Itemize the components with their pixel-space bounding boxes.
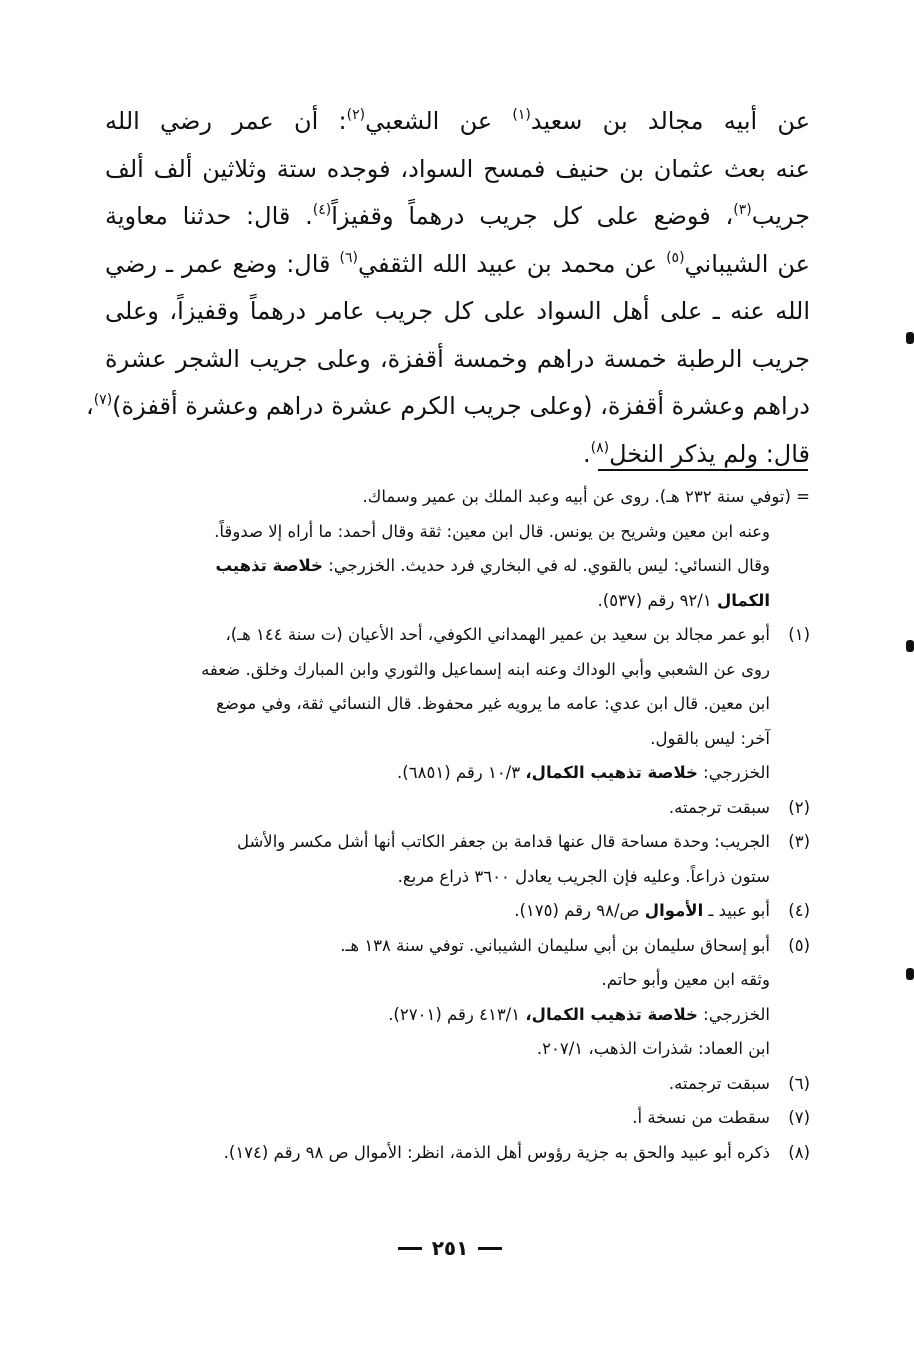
footnote-reference-line: ابن العماد: شذرات الذهب، ٢٠٧/١.: [536, 1039, 770, 1058]
footnote-reference-line: [105, 998, 810, 1033]
book-title: خلاصة تذهيب الكمال،: [525, 1004, 698, 1024]
footnote-line: ابن معين. قال ابن عدي: عامه ما يرويه غير محفوظ. قال النسائي ثقة، وفي موضع: [216, 694, 770, 713]
main-line-4: [105, 241, 810, 289]
footnote-number: (٦): [788, 1073, 810, 1093]
dash-decoration: [478, 1247, 502, 1250]
book-title: خلاصة تذهيب الكمال،: [525, 763, 698, 782]
footnote-ref-6[interactable]: (٦): [339, 249, 358, 266]
text-run: سقطت من نسخة أ.: [632, 1108, 770, 1127]
book-title: الكمال: [716, 590, 770, 610]
main-line-5: الله عنه ـ على أهل السواد على كل جريب عامر درهماً وقفيزاً، وعلى: [105, 297, 810, 325]
margin-mark: [906, 968, 914, 980]
footnote-ref-1[interactable]: (١): [512, 107, 531, 123]
footnote-6: [105, 1067, 810, 1102]
footnote-reference-line: [105, 756, 810, 791]
text-run: سبقت ترجمته.: [668, 1073, 770, 1093]
footnote-ref-7[interactable]: (٧): [93, 392, 113, 408]
footnote-continuation-line: وعنه ابن معين وشريح بن يونس. قال ابن معين: ثقة وقال أحمد: ما أراه إلا صدوقاً.: [214, 521, 770, 541]
text-run: الخزرجي:: [703, 763, 770, 782]
text-run: ،: [85, 392, 94, 420]
footnote-1: [105, 618, 810, 653]
footnote-number: (٤): [788, 901, 810, 920]
footnote-7: [105, 1101, 810, 1136]
text-run: . قال: حدثنا معاوية: [105, 202, 313, 230]
main-line-1: [105, 98, 810, 146]
text-run: قال: ولم يذكر النخل: [609, 439, 810, 468]
text-run: أبو عمر مجالد بن سعيد بن عمير الهمداني الكوفي، أحد الأعيان (ت سنة ١٤٤ هـ)،: [225, 625, 770, 644]
main-line-7: [85, 383, 810, 431]
text-run: أبو عبيد ـ: [708, 901, 770, 920]
text-run: الجريب: وحدة مساحة قال عنها قدامة بن جعفر الكاتب أنها أشل مكسر والأشل: [236, 832, 770, 851]
text-run: جريب: [751, 202, 811, 230]
footnote-separator: [598, 469, 808, 471]
book-title: خلاصة تذهيب: [215, 556, 323, 575]
text-run: ٤١٣/١ رقم (٢٧٠١).: [388, 1004, 521, 1024]
text-run: عن الشعبي: [365, 107, 513, 135]
footnote-ref-3[interactable]: (٣): [733, 202, 752, 218]
footnote-2: [105, 791, 810, 826]
footnote-line: آخر: ليس بالقول.: [650, 728, 770, 748]
text-run: عن محمد بن عبيد الله الثقفي: [357, 249, 667, 278]
footnote-number: (٢): [788, 797, 810, 817]
footnote-number: (٥): [788, 935, 810, 955]
footnote-number: (١): [788, 625, 810, 644]
text-run: ١٠/٣ رقم (٦٨٥١).: [397, 763, 521, 782]
footnote-line: ستون ذراعاً. وعليه فإن الجريب يعادل ٣٦٠٠ ذراع مربع.: [397, 866, 770, 886]
footnote-5: [105, 929, 810, 964]
footnote-4: [105, 894, 810, 929]
margin-mark: [906, 332, 914, 344]
footnote-number: (٧): [788, 1108, 810, 1127]
text-run: ٩٢/١ رقم (٥٣٧).: [597, 590, 712, 610]
main-line-2: عنه بعث عثمان بن حنيف فمسح السواد، فوجده ستة وثلاثين ألف ألف: [105, 154, 810, 183]
text-run: عن الشيباني: [684, 249, 810, 278]
text-run: .: [582, 439, 591, 468]
text-run: أبو إسحاق سليمان بن أبي سليمان الشيباني. توفي سنة ١٣٨ هـ.: [340, 935, 770, 955]
text-run: ذكره أبو عبيد والحق به جزية رؤوس أهل الذمة، انظر: الأموال ص ٩٨ رقم (١٧٤).: [223, 1142, 770, 1162]
main-line-6: جريب الرطبة خمسة دراهم وخمسة أقفزة، وعلى جريب الشجر عشرة: [105, 344, 810, 373]
footnote-continuation-line: [105, 549, 810, 584]
footnote-continuation-line: [105, 584, 810, 619]
text-run: قال: وضع عمر ـ رضي: [105, 249, 340, 278]
footnote-8: [105, 1136, 810, 1171]
text-run: ص/٩٨ رقم (١٧٥).: [514, 901, 645, 920]
footnote-continuation-line: = (توفي سنة ٢٣٢ هـ). روى عن أبيه وعبد الملك بن عمير وسماك.: [362, 487, 810, 506]
footnote-3: [105, 825, 810, 860]
footnote-line: وثقه ابن معين وأبو حاتم.: [601, 970, 770, 989]
text-run: : أن عمر رضي الله: [105, 107, 347, 135]
footnotes: [105, 480, 810, 1170]
footnote-line: روى عن الشعبي وأبي الوداك وعنه ابنه إسماعيل والثوري وابن المبارك وخلق. ضعفه: [201, 659, 770, 679]
footnote-number: (٨): [788, 1142, 810, 1162]
dash-decoration: [398, 1247, 422, 1250]
text-run: سبقت ترجمته.: [668, 797, 770, 817]
page-number: [370, 1228, 530, 1268]
margin-mark: [906, 640, 914, 652]
text-run: عن أبيه مجالد بن سعيد: [530, 107, 811, 135]
footnote-number: (٣): [788, 832, 810, 851]
text-run: الخزرجي:: [703, 1004, 770, 1024]
text-run: دراهم وعشرة أقفزة، (وعلى جريب الكرم عشرة دراهم وعشرة أقفزة): [112, 392, 810, 420]
text-run: ، فوضع على كل جريب درهماً وقفيزاً: [331, 202, 734, 230]
page-number-text: ٢٥١: [431, 1236, 469, 1260]
main-line-3: [105, 193, 810, 241]
main-text: [85, 98, 811, 478]
footnote-ref-5[interactable]: (٥): [666, 249, 685, 266]
footnote-ref-8[interactable]: (٨): [590, 439, 610, 456]
book-title: الأموال: [644, 901, 704, 920]
text-run: وقال النسائي: ليس بالقوي. له في البخاري فرد حديث. الخزرجي:: [328, 556, 770, 575]
footnote-ref-2[interactable]: (٢): [346, 107, 366, 123]
footnote-ref-4[interactable]: (٤): [312, 202, 332, 218]
